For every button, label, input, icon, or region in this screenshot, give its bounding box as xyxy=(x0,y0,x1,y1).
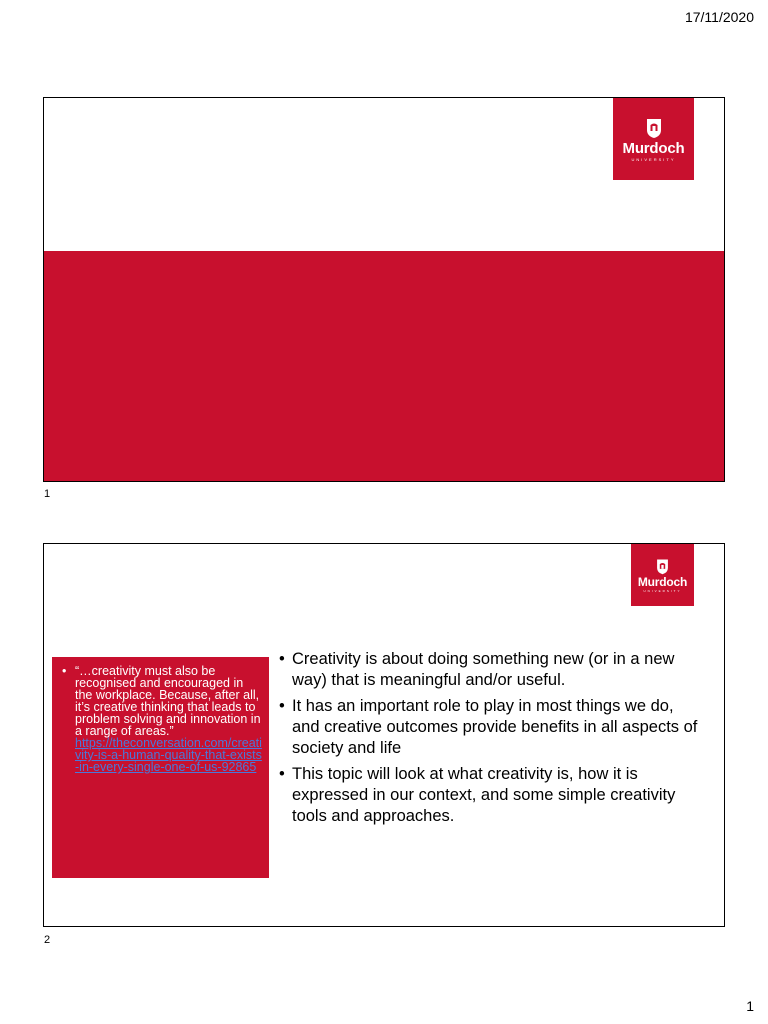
list-item xyxy=(279,649,699,691)
bullet-text: Creativity is about doing something new (or in a new way) that is meaningful and/or useful. xyxy=(292,650,675,689)
logo-name: Murdoch xyxy=(637,574,688,589)
bullet-text: This topic will look at what creativity is, how it is expressed in our context, and some simple creativity tools and approaches. xyxy=(292,765,676,825)
source-link[interactable]: https://theconversation.com/creativity-is-a-human-quality-that-exists-in-every-single-one-of-us-92865 xyxy=(75,736,262,774)
bullet-icon: • xyxy=(279,765,285,783)
page-date: 17/11/2020 xyxy=(684,9,754,25)
logo-subtitle: UNIVERSITY xyxy=(631,156,676,162)
red-title-band xyxy=(44,251,724,481)
list-item xyxy=(279,696,699,759)
crest-icon xyxy=(654,558,671,575)
bullet-icon: • xyxy=(279,650,285,668)
crest-icon xyxy=(643,117,665,139)
logo-subtitle: UNIVERSITY xyxy=(643,588,682,593)
quote-text: “…creativity must also be recognised and encouraged in the workplace. Because, after all, it’s creative thinking that leads to problem solving and innovation in a range of areas.” xyxy=(75,664,261,738)
list-item xyxy=(279,764,699,827)
page-number: 1 xyxy=(746,998,754,1014)
bullet-icon: • xyxy=(62,664,67,678)
slide-2 xyxy=(43,543,725,927)
slide-number-2: 2 xyxy=(44,934,51,946)
bullet-list xyxy=(279,649,699,832)
quote-item xyxy=(62,665,263,773)
bullet-icon: • xyxy=(279,697,285,715)
bullet-text: It has an important role to play in most things we do, and creative outcomes provide benefits in all aspects of society and life xyxy=(292,697,698,757)
murdoch-logo xyxy=(613,98,694,180)
logo-name: Murdoch xyxy=(622,139,685,157)
slide-1 xyxy=(43,97,725,482)
quote-box xyxy=(52,657,269,878)
murdoch-logo xyxy=(631,544,694,606)
slide-number-1: 1 xyxy=(44,488,51,500)
